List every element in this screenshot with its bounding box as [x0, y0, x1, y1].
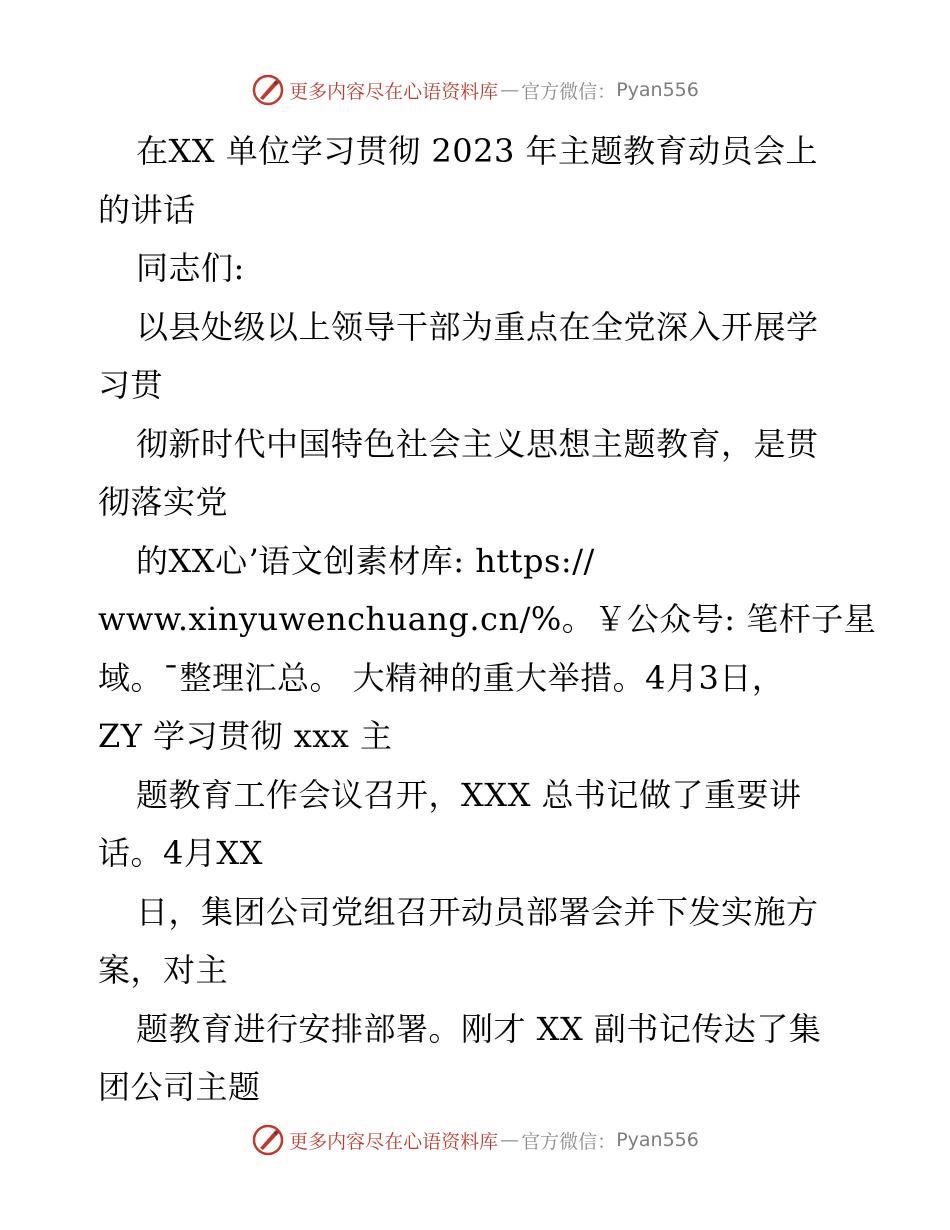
title-line-2: 的讲话 [98, 190, 196, 229]
paragraph-line: 彻新时代中国特色社会主义思想主题教育，是贯 [136, 424, 819, 463]
paragraph-line: 话。4月XX [98, 834, 263, 872]
paragraph-line: 域。¯整理汇总。 大精神的重大举措。4月3日， [98, 658, 785, 697]
banner-wechat-id: Pyan556 [616, 79, 699, 101]
paragraph-line: 案，对主 [98, 951, 229, 989]
paragraph-line: 彻落实党 [98, 483, 229, 521]
paragraph-line: 题教育进行安排部署。刚才 XX 副书记传达了集 [136, 1009, 822, 1048]
salutation: 同志们: [136, 249, 245, 287]
paragraph-line: 以县处级以上领导干部为重点在全党深入开展学 [136, 307, 819, 346]
banner-wechat-label: 官方微信： [521, 1130, 617, 1153]
paragraph-line: ZY 学习贯彻 xxx 主 [98, 717, 393, 755]
paragraph-line: 的XX心ʼ语文创素材库: https:// [136, 541, 595, 580]
header-watermark-banner [0, 70, 950, 110]
paragraph-line: www.xinyuwenchuang.cn/%。￥公众号: 笔杆子星 [98, 600, 877, 638]
paragraph-line: 题教育工作会议召开，XXX 总书记做了重要讲 [136, 775, 802, 814]
banner-separator: — [500, 1129, 520, 1151]
document-body [98, 122, 877, 1117]
paragraph-line: 日，集团公司党组召开动员部署会并下发实施方 [136, 892, 819, 931]
paragraph-line: 习贯 [98, 366, 164, 404]
banner-site-text: 更多内容尽在心语资料库 [289, 80, 499, 103]
title-line-1: 在XX 单位学习贯彻 2023 年主题教育动员会上 [136, 132, 819, 170]
banner-wechat-label: 官方微信： [521, 80, 617, 103]
banner-site-text: 更多内容尽在心语资料库 [289, 1130, 499, 1153]
banner-separator: — [500, 79, 520, 101]
footer-watermark-banner [0, 1120, 950, 1160]
banner-wechat-id: Pyan556 [616, 1129, 699, 1151]
paragraph-line: 团公司主题 [98, 1068, 261, 1106]
pen-logo-icon [251, 1123, 285, 1157]
pen-logo-icon [251, 73, 285, 107]
